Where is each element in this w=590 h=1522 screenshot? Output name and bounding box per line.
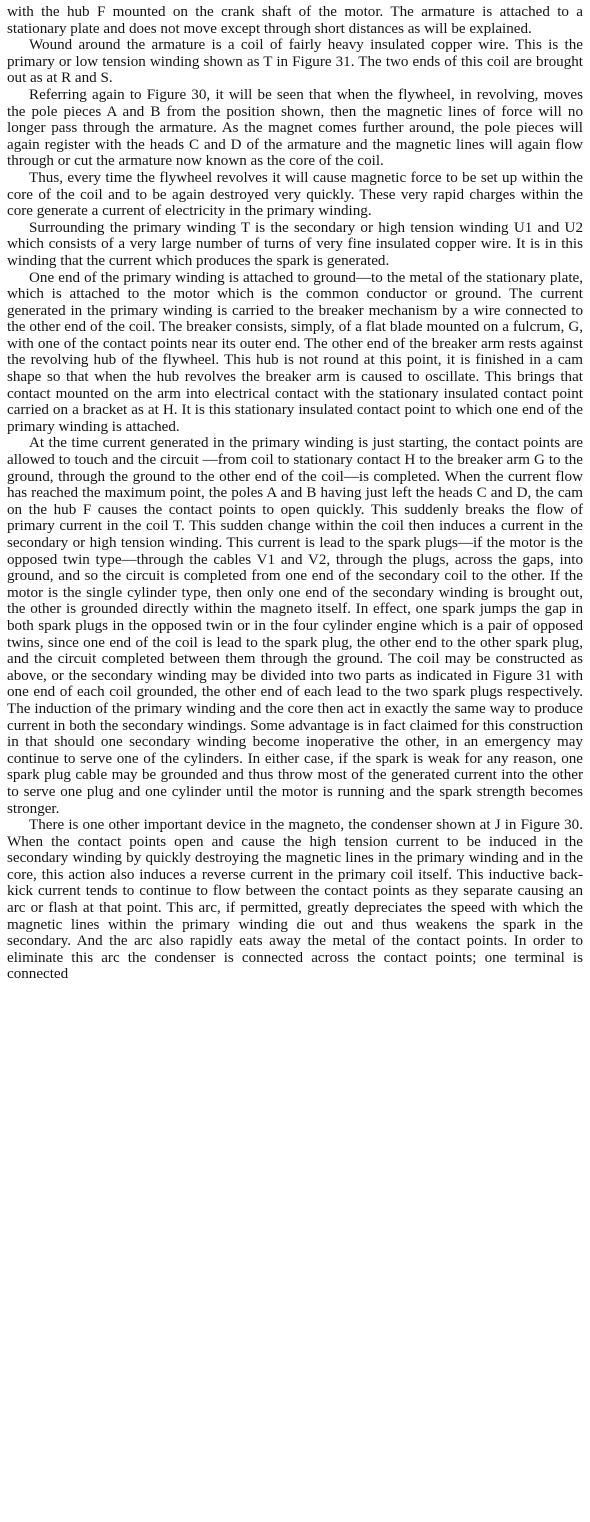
paragraph-magnetic-force: Thus, every time the flywheel revolves it will cause magnetic force to be set up within the core of the coil and to be again destroyed very quickly. These very rapid charges within the core generate a current of electricity in the primary winding. [7, 169, 583, 220]
paragraph-breaker-mechanism: One end of the primary winding is attached to ground—to the metal of the stationary plate, which is attached to the motor which is the common conductor or ground. The current generated in the primary winding is carried to the breaker mechanism by a wire connected to the other end of the coil. The breaker consists, simply, of a flat blade mounted on a fulcrum, G, with one of the contact points near its outer end. The other end of the breaker arm rests against the revolving hub of the flywheel. This hub is not round at this point, it is finished in a cam shape so that when the hub revolves the breaker arm is caused to oscillate. This brings that contact mounted on the arm into electrical contact with the stationary insulated contact point carried on a bracket as at H. It is this stationary insulated contact point to which one end of the primary winding is attached. [7, 269, 583, 435]
paragraph-primary-winding: Wound around the armature is a coil of fairly heavy insulated copper wire. This is the primary or low tension winding shown as T in Figure 31. The two ends of this coil are brought out as at R and S. [7, 37, 583, 87]
paragraph-condenser: There is one other important device in the magneto, the condenser shown at J in Figure 30. When the contact points open and cause the high tension current to be induced in the secondary winding by quickly destroying the magnetic lines in the primary winding and in the core, this action also induces a reverse current in the primary coil itself. This inductive back-kick current tends to continue to flow between the contact points as they separate causing an arc or flash at that point. This arc, if permitted, greatly depreciates the speed with which the magnetic lines within the primary winding die out and thus weakens the spark in the secondary. And the arc also rapidly eats away the metal of the contact points. In order to eliminate this arc the condenser is connected across the contact points; one terminal is connected [7, 817, 583, 983]
paragraph-hub-armature: with the hub F mounted on the crank shaft of the motor. The armature is attached to a stationary plate and does not move except through short distances as will be explained. [7, 4, 583, 37]
paragraph-flywheel-rotation: Referring again to Figure 30, it will be seen that when the flywheel, in revolving, moves the pole pieces A and B from the position shown, then the magnetic lines of force will no longer pass through the armature. As the magnet comes further around, the pole pieces will again register with the heads C and D of the armature and the magnetic lines will again flow through or cut the armature now known as the core of the coil. [7, 86, 583, 170]
paragraph-spark-circuit: At the time current generated in the primary winding is just starting, the contact points are allowed to touch and the circuit —from coil to stationary contact H to the breaker arm G to the ground, through the ground to the other end of the coil—is completed. When the current flow has reached the maximum point, the poles A and B having just left the heads C and D, the cam on the hub F causes the contact points to open quickly. This suddenly breaks the flow of primary current in the coil T. This sudden change within the coil then induces a current in the secondary or high tension winding. This current is lead to the spark plugs—if the motor is the opposed twin type—through the cables V1 and V2, through the plugs, across the gaps, into ground, and so the circuit is completed from one end of the secondary coil to the other. If the motor is the single cylinder type, then only one end of the secondary winding is brought out, the other is grounded directly within the magneto itself. In effect, one spark jumps the gap in both spark plugs in the opposed twin or in the four cylinder engine which is a pair of opposed twins, since one end of the coil is lead to the spark plug, the other end to the other spark plug, and the circuit completed between them through the ground. The coil may be constructed as above, or the secondary winding may be divided into two parts as indicated in Figure 31 with one end of each coil grounded, the other end of each lead to the two spark plugs respectively. The induction of the primary winding and the core then act in exactly the same way to produce current in both the secondary windings. Some advantage is in fact claimed for this construction in that should one secondary winding become inoperative the other, in an emergency may continue to serve one of the cylinders. In either case, if the spark is weak for any reason, one spark plug cable may be grounded and thus throw most of the generated current into the other to serve one plug and one cylinder until the motor is running and the spark strength becomes stronger. [7, 435, 583, 817]
paragraph-secondary-winding: Surrounding the primary winding T is the secondary or high tension winding U1 and U2 which consists of a very large number of turns of very fine insulated copper wire. It is in this winding that the current which produces the spark is generated. [7, 219, 583, 269]
